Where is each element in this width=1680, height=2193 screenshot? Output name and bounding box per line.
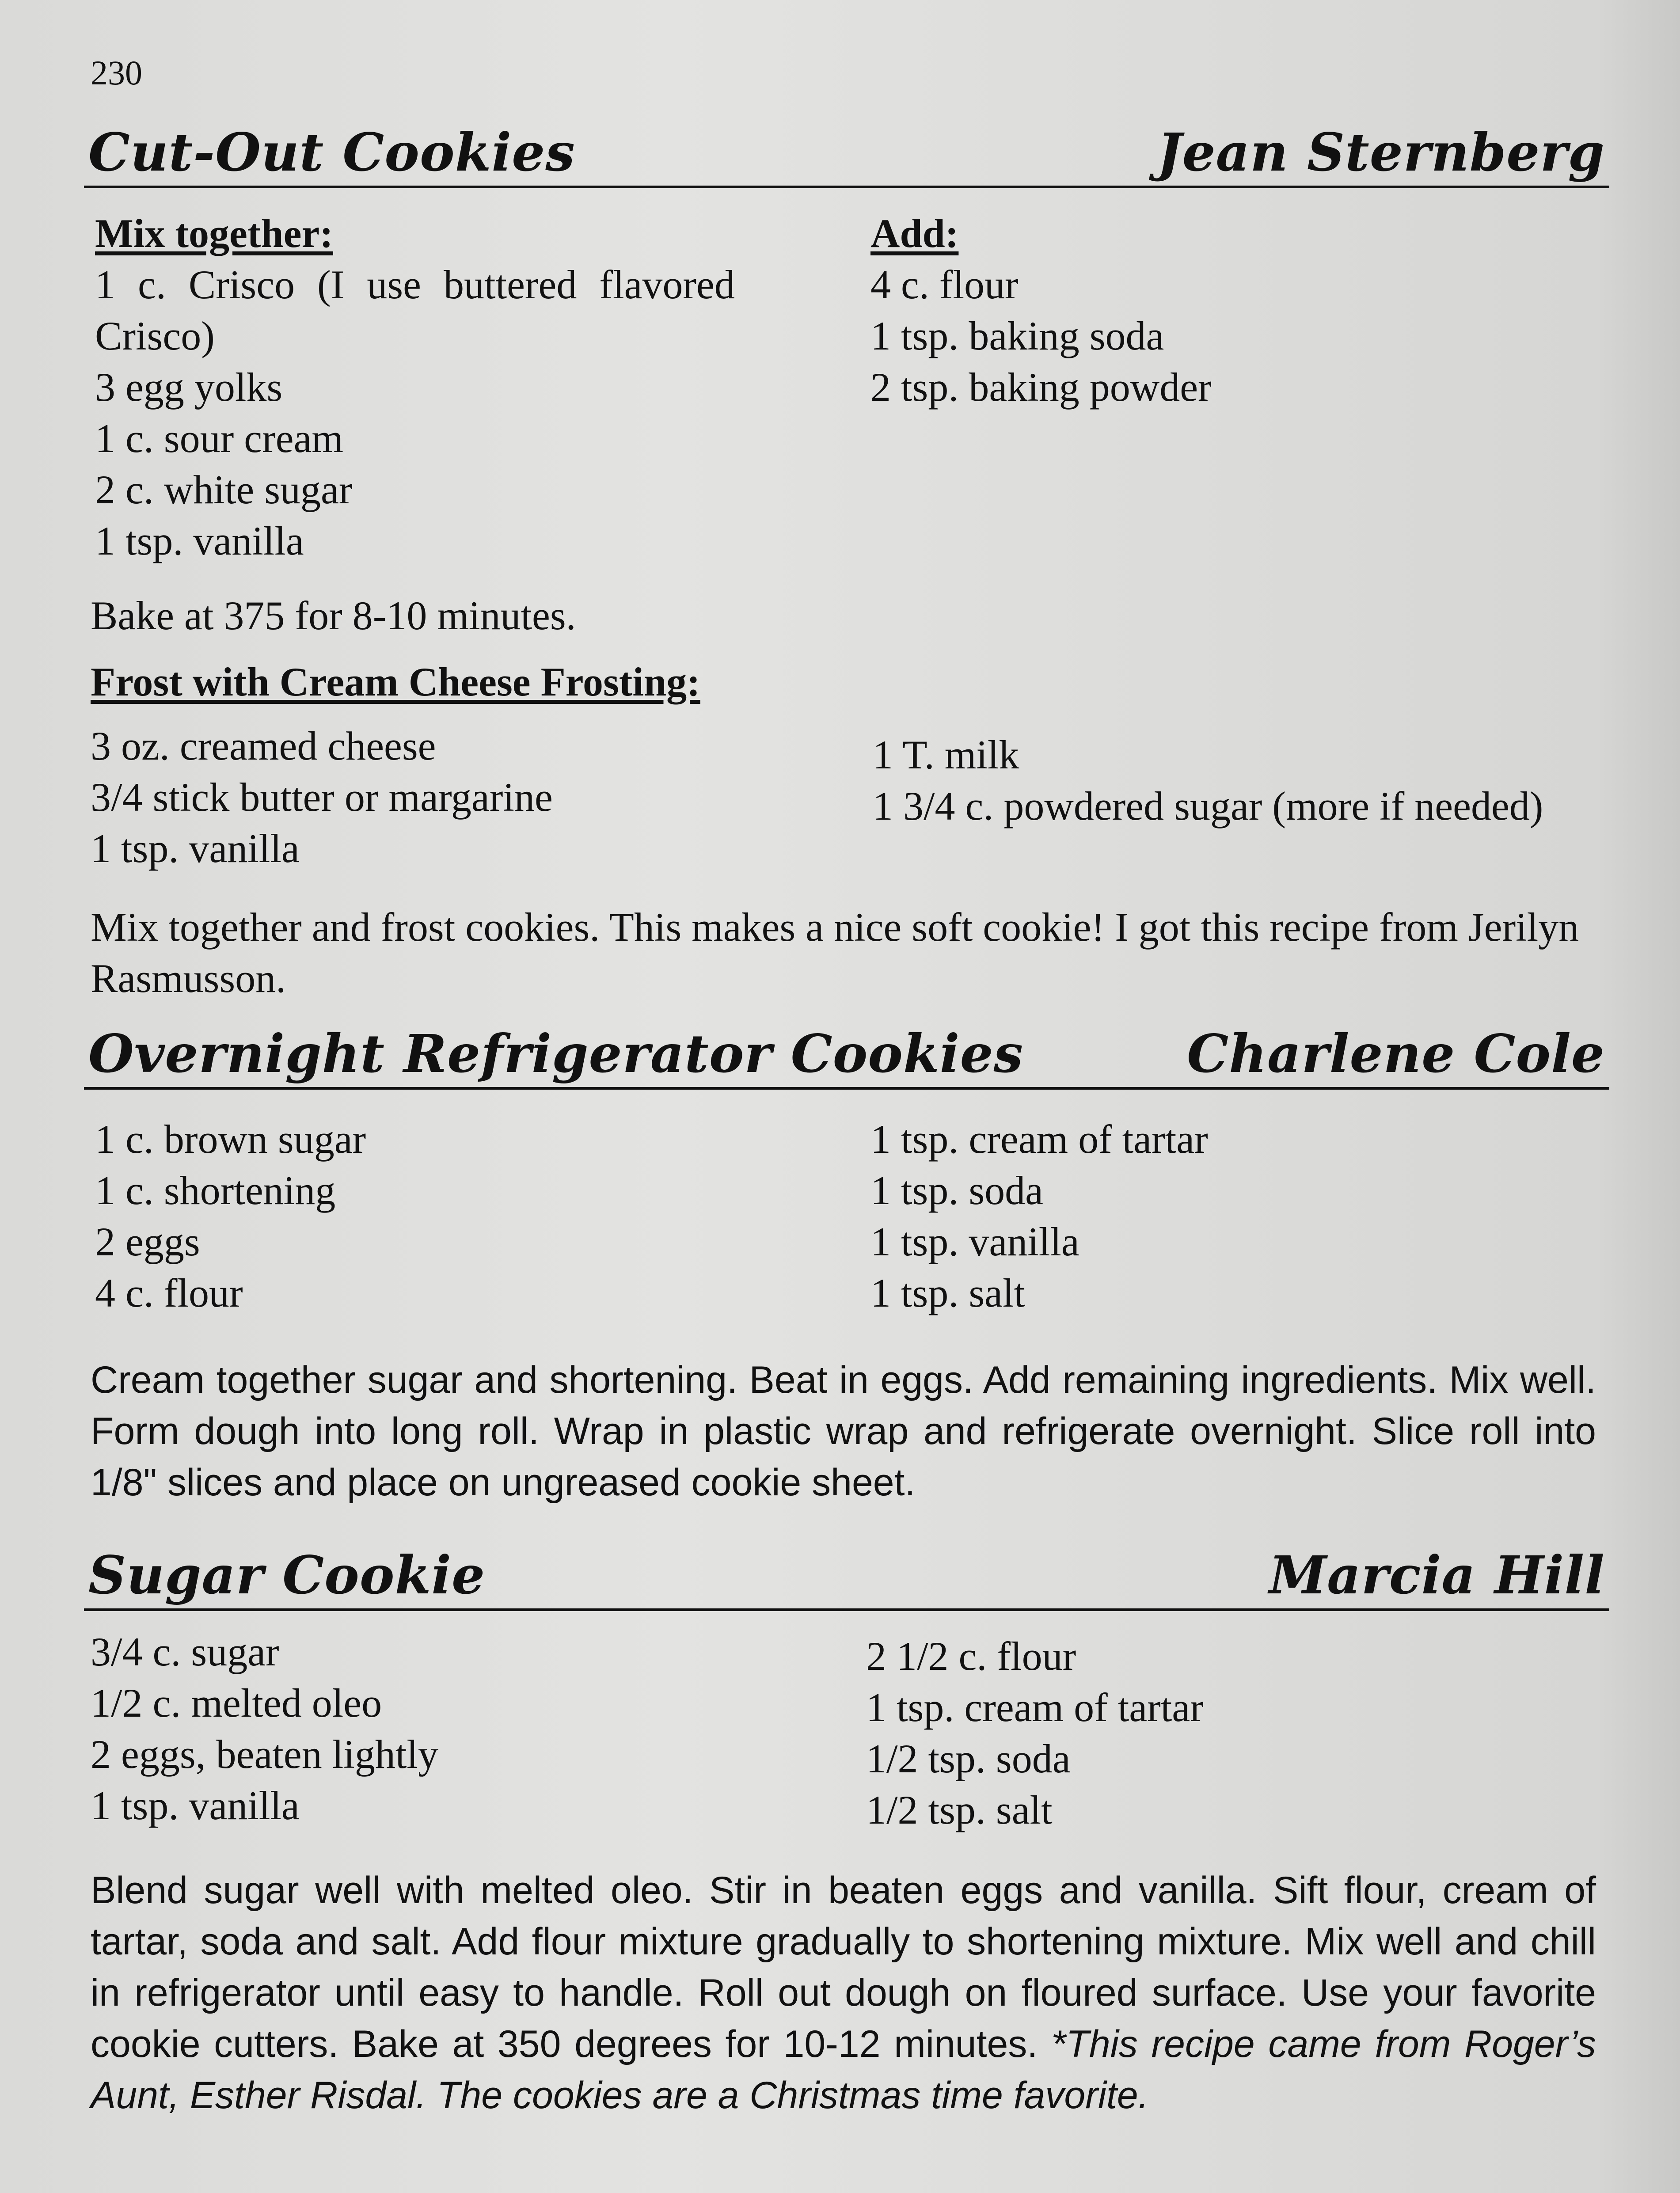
ingredient-line: 3/4 c. sugar [91,1629,279,1674]
frosting-heading: Frost with Cream Cheese Frosting: [91,659,700,704]
ingredients-right [870,208,1212,413]
ingredient-line: 1 tsp. cream of tartar [866,1685,1204,1730]
ingredient-line: Crisco) [95,313,215,358]
ingredient-line: 1 tsp. cream of tartar [870,1117,1208,1162]
ingredient-line: 1 tsp. vanilla [91,826,300,871]
ingredient-line: 1 tsp. vanilla [870,1219,1079,1264]
recipe-author: Marcia Hill [1269,1544,1605,1606]
ingredients-right [866,1630,1204,1836]
ingredient-line: 1/2 c. melted oleo [91,1680,382,1726]
recipe-header-overnight-refrigerator-cookies [84,1023,1609,1090]
ingredient-line: 1 T. milk [873,732,1019,777]
ingredient-line: 1 3/4 c. powdered sugar (more if needed) [873,783,1543,829]
ingredients-left [95,208,824,566]
recipe-header-cut-out-cookies [84,122,1609,188]
recipe-author: Jean Sternberg [1157,122,1605,183]
ingredient-line: 2 tsp. baking powder [870,365,1212,410]
ingredient-line: 1/2 tsp. salt [866,1787,1053,1832]
ingredient-line: 4 c. flour [870,262,1019,307]
frosting-left [91,720,553,874]
recipe-directions [91,1865,1596,2121]
ingredients-right [870,1114,1208,1319]
ingredient-line: 1 tsp. vanilla [91,1783,300,1828]
recipe-note: *This recipe came from Roger’s Aunt, Esther Risdal. The cookies are a Christmas time favorite. [91,2023,1596,2117]
ingredient-line: 1 tsp. salt [870,1270,1026,1315]
ingredient-line: 1 c. Crisco (I use buttered flavored [95,262,735,307]
frosting-right [873,729,1543,832]
ingredient-line: 1/2 tsp. soda [866,1736,1071,1781]
section-heading: Mix together: [95,211,333,256]
recipe-title: Overnight Refrigerator Cookies [88,1023,1024,1084]
recipe-directions: Mix together and frost cookies. This makes a nice soft cookie! I got this recipe from Jerilyn Rasmusson. [91,905,1579,1001]
ingredient-line: 1 tsp. baking soda [870,313,1164,358]
ingredient-line: 3 oz. creamed cheese [91,723,436,768]
ingredient-line: 3 egg yolks [95,365,283,410]
recipe-title: Cut-Out Cookies [88,122,575,183]
ingredient-line: 2 c. white sugar [95,467,353,512]
bake-instruction: Bake at 375 for 8-10 minutes. [91,593,576,638]
ingredient-line: 1 c. sour cream [95,416,343,461]
ingredient-line: 4 c. flour [95,1270,243,1315]
ingredients-left [91,1626,438,1831]
ingredient-line: 2 1/2 c. flour [866,1634,1076,1679]
ingredient-line: 3/4 stick butter or margarine [91,775,553,820]
ingredients-left [95,1114,366,1319]
section-heading: Add: [870,211,959,256]
ingredient-line: 2 eggs, beaten lightly [91,1732,438,1777]
ingredient-line: 2 eggs [95,1219,200,1264]
recipe-directions: Cream together sugar and shortening. Beat in eggs. Add remaining ingredients. Mix well. Form dough into long roll. Wrap in plastic wrap and refrigerate overnight. Slice roll into 1/8" slices and place on ungreased cookie sheet. [91,1359,1596,1504]
directions-text: Blend sugar well with melted oleo. Stir in beaten eggs and vanilla. Sift flour, cream of tartar, soda and salt. Add flour mixture gradually to shortening mixture. Mix well and chill in refrigerator until easy to handle. Roll out dough on floured surface. Use your favorite cookie cutters. Bake at 350 degrees for 10-12 minutes. [91,1869,1596,2065]
recipe-header-sugar-cookie [84,1544,1609,1611]
ingredient-line: 1 c. shortening [95,1168,336,1213]
recipe-author: Charlene Cole [1187,1023,1605,1084]
ingredient-line: 1 c. brown sugar [95,1117,366,1162]
page-number: 230 [91,53,142,92]
ingredient-line: 1 tsp. soda [870,1168,1043,1213]
recipe-title: Sugar Cookie [88,1544,486,1606]
ingredient-line: 1 tsp. vanilla [95,518,304,563]
